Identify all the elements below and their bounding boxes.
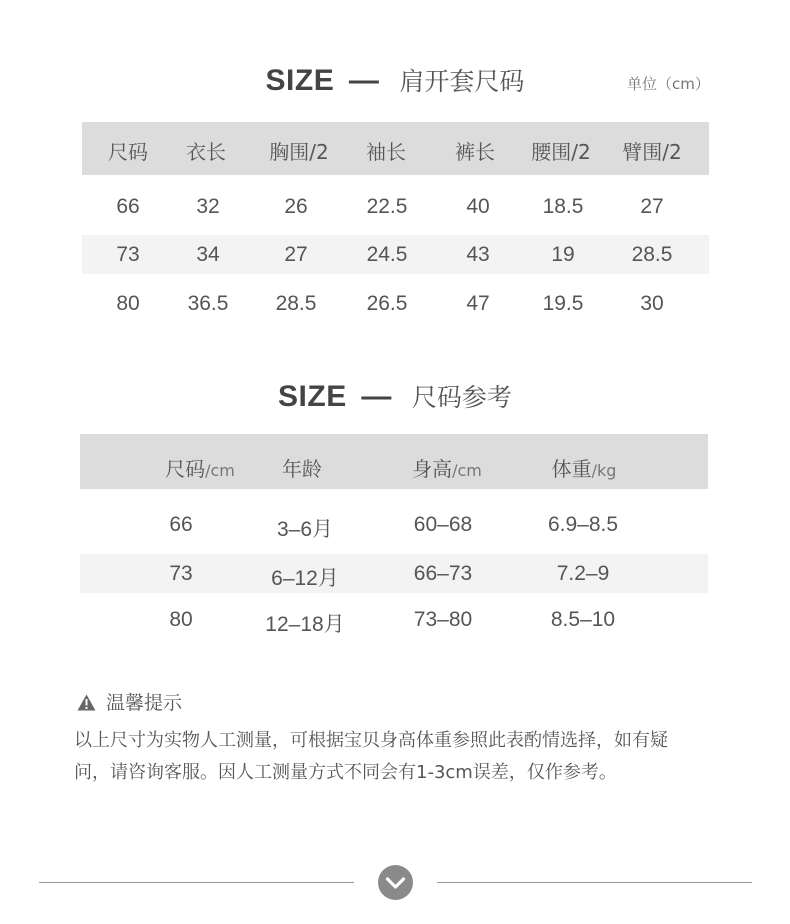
table-header-row <box>82 122 709 175</box>
table-cell: 66 <box>169 513 193 536</box>
table-cell: 27 <box>640 195 664 218</box>
section1-title-dash: — <box>348 64 379 97</box>
table-cell: 22.5 <box>366 195 408 218</box>
tips-title: 温馨提示 <box>106 692 183 714</box>
table-cell: 73 <box>116 243 140 266</box>
tips-line-2: 问，请咨询客服。因人工测量方式不同会有1-3cm误差，仅作参考。 <box>74 762 617 783</box>
table-row <box>82 235 709 274</box>
table-cell: 80 <box>116 292 140 315</box>
header-chest: 胸围/2 <box>269 140 329 164</box>
unit-label: 单位（cm） <box>627 75 710 93</box>
table-cell: 66 <box>116 195 140 218</box>
table-cell: 18.5 <box>542 195 584 218</box>
table-cell: 6–12月 <box>271 567 339 590</box>
table-row <box>80 554 708 593</box>
table-cell: 7.2–9 <box>556 562 610 585</box>
warning-icon <box>77 694 96 716</box>
table-cell: 12–18月 <box>265 613 345 636</box>
section1-title-cn: 肩开套尺码 <box>399 67 525 96</box>
table-cell: 73–80 <box>413 608 473 631</box>
header-height: 身高/cm <box>412 457 482 481</box>
table-cell: 28.5 <box>631 243 673 266</box>
table-cell: 6.9–8.5 <box>547 513 619 536</box>
table-cell: 34 <box>196 243 220 266</box>
table-cell: 24.5 <box>366 243 408 266</box>
header-size: 尺码 <box>108 140 148 164</box>
tips-line-1: 以上尺寸为实物人工测量，可根据宝贝身高体重参照此表酌情选择，如有疑 <box>74 730 668 751</box>
table-header-row <box>80 434 708 489</box>
section1-title-en: SIZE <box>265 64 335 97</box>
table-cell: 19.5 <box>542 292 584 315</box>
table-cell: 40 <box>466 195 490 218</box>
table-cell: 47 <box>466 292 490 315</box>
section2-title <box>0 378 790 414</box>
divider-left <box>39 882 354 883</box>
table-cell: 26.5 <box>366 292 408 315</box>
table-cell: 32 <box>196 195 220 218</box>
section2-title-en: SIZE <box>278 380 347 413</box>
table-cell: 3–6月 <box>276 518 334 541</box>
tips-heading <box>77 688 182 716</box>
divider-right <box>437 882 752 883</box>
header-pants: 裤长 <box>455 140 495 164</box>
table-cell: 36.5 <box>187 292 229 315</box>
header-size: 尺码/cm <box>165 457 235 481</box>
header-arm: 臂围/2 <box>622 140 682 164</box>
section2-title-cn: 尺码参考 <box>411 383 512 412</box>
table-cell: 19 <box>551 243 575 266</box>
tips-body <box>74 725 734 789</box>
table-cell: 30 <box>640 292 664 315</box>
table-cell: 8.5–10 <box>550 608 616 631</box>
header-sleeve: 袖长 <box>366 140 406 164</box>
header-weight: 体重/kg <box>551 457 617 481</box>
table-cell: 28.5 <box>275 292 317 315</box>
section2-title-dash: — <box>361 380 392 413</box>
table-cell: 66–73 <box>413 562 473 585</box>
table-cell: 43 <box>466 243 490 266</box>
table-cell: 27 <box>284 243 308 266</box>
chevron-down-icon[interactable] <box>378 865 413 900</box>
header-length: 衣长 <box>186 140 226 164</box>
table-cell: 80 <box>169 608 193 631</box>
table-cell: 73 <box>169 562 193 585</box>
header-waist: 腰围/2 <box>531 140 591 164</box>
table-cell: 60–68 <box>413 513 473 536</box>
table-cell: 26 <box>284 195 308 218</box>
header-age: 年龄 <box>282 457 322 481</box>
